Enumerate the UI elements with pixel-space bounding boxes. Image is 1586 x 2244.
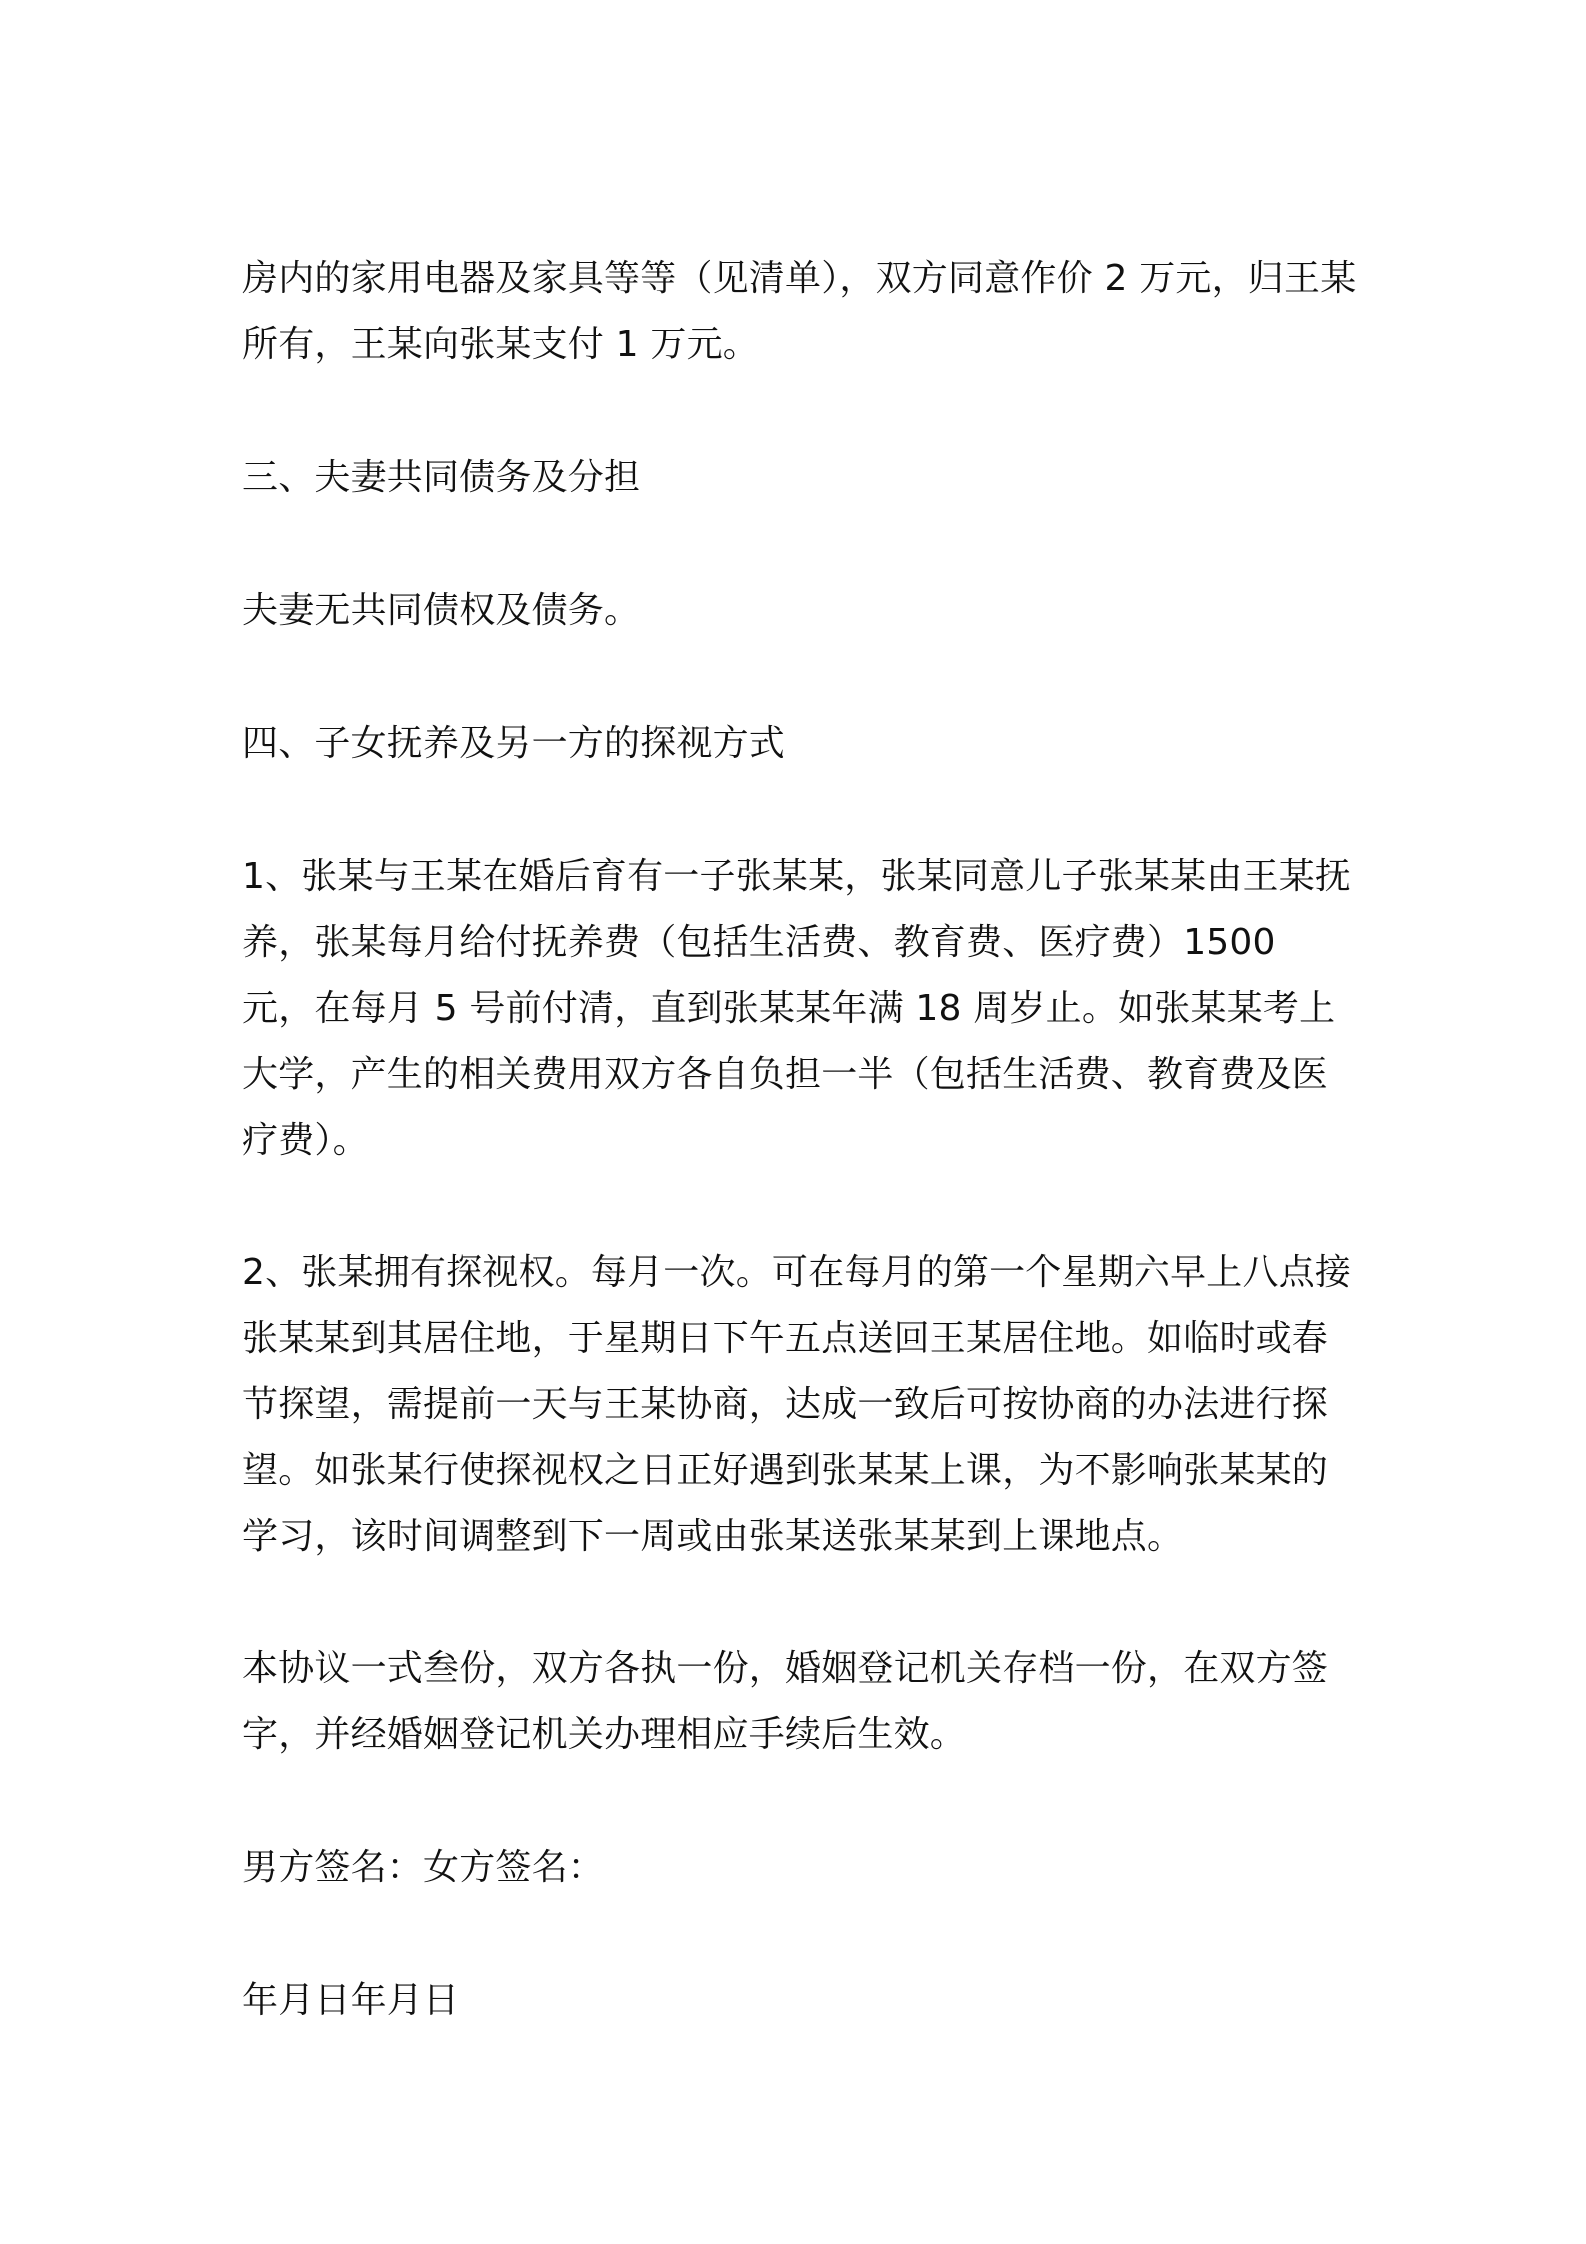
section-heading-debts: 三、夫妻共同债务及分担 bbox=[242, 457, 641, 498]
signature-line: 男方签名：女方签名： bbox=[242, 1847, 605, 1888]
paragraph-visitation: 2、张某拥有探视权。每月一次。可在每月的第一个星期六早上八点接张某某到其居住地，于星期日下午五点送回王某居住地。如临时或春节探望，需提前一天与王某协商，达成一致后可按协商的办法进行探望。如张某行使探视权之日正好遇到张某某上课，为不影响张某某的学习，该时间调整到下一周或由张某送张某某到上课地点。 bbox=[242, 1252, 1352, 1557]
paragraph-child-support: 1、张某与王某在婚后育有一子张某某，张某同意儿子张某某由王某抚养，张某每月给付抚养费（包括生活费、教育费、医疗费）1500 元，在每月 5 号前付清，直到张某某年满 18 周岁止。如张某某考上大学，产生的相关费用双方各自负担一半（包括生活费、教育费及医疗费）。 bbox=[242, 856, 1352, 1161]
paragraph-agreement-effect: 本协议一式叁份，双方各执一份，婚姻登记机关存档一份，在双方签字，并经婚姻登记机关办理相应手续后生效。 bbox=[242, 1648, 1329, 1755]
paragraph-property-division: 房内的家用电器及家具等等（见清单），双方同意作价 2 万元，归王某所有，王某向张某支付 1 万元。 bbox=[242, 258, 1357, 365]
paragraph-no-debts: 夫妻无共同债权及债务。 bbox=[242, 590, 641, 631]
document-body bbox=[242, 246, 1357, 2034]
date-line: 年月日年月日 bbox=[242, 1980, 460, 2021]
section-heading-custody: 四、子女抚养及另一方的探视方式 bbox=[242, 723, 786, 764]
